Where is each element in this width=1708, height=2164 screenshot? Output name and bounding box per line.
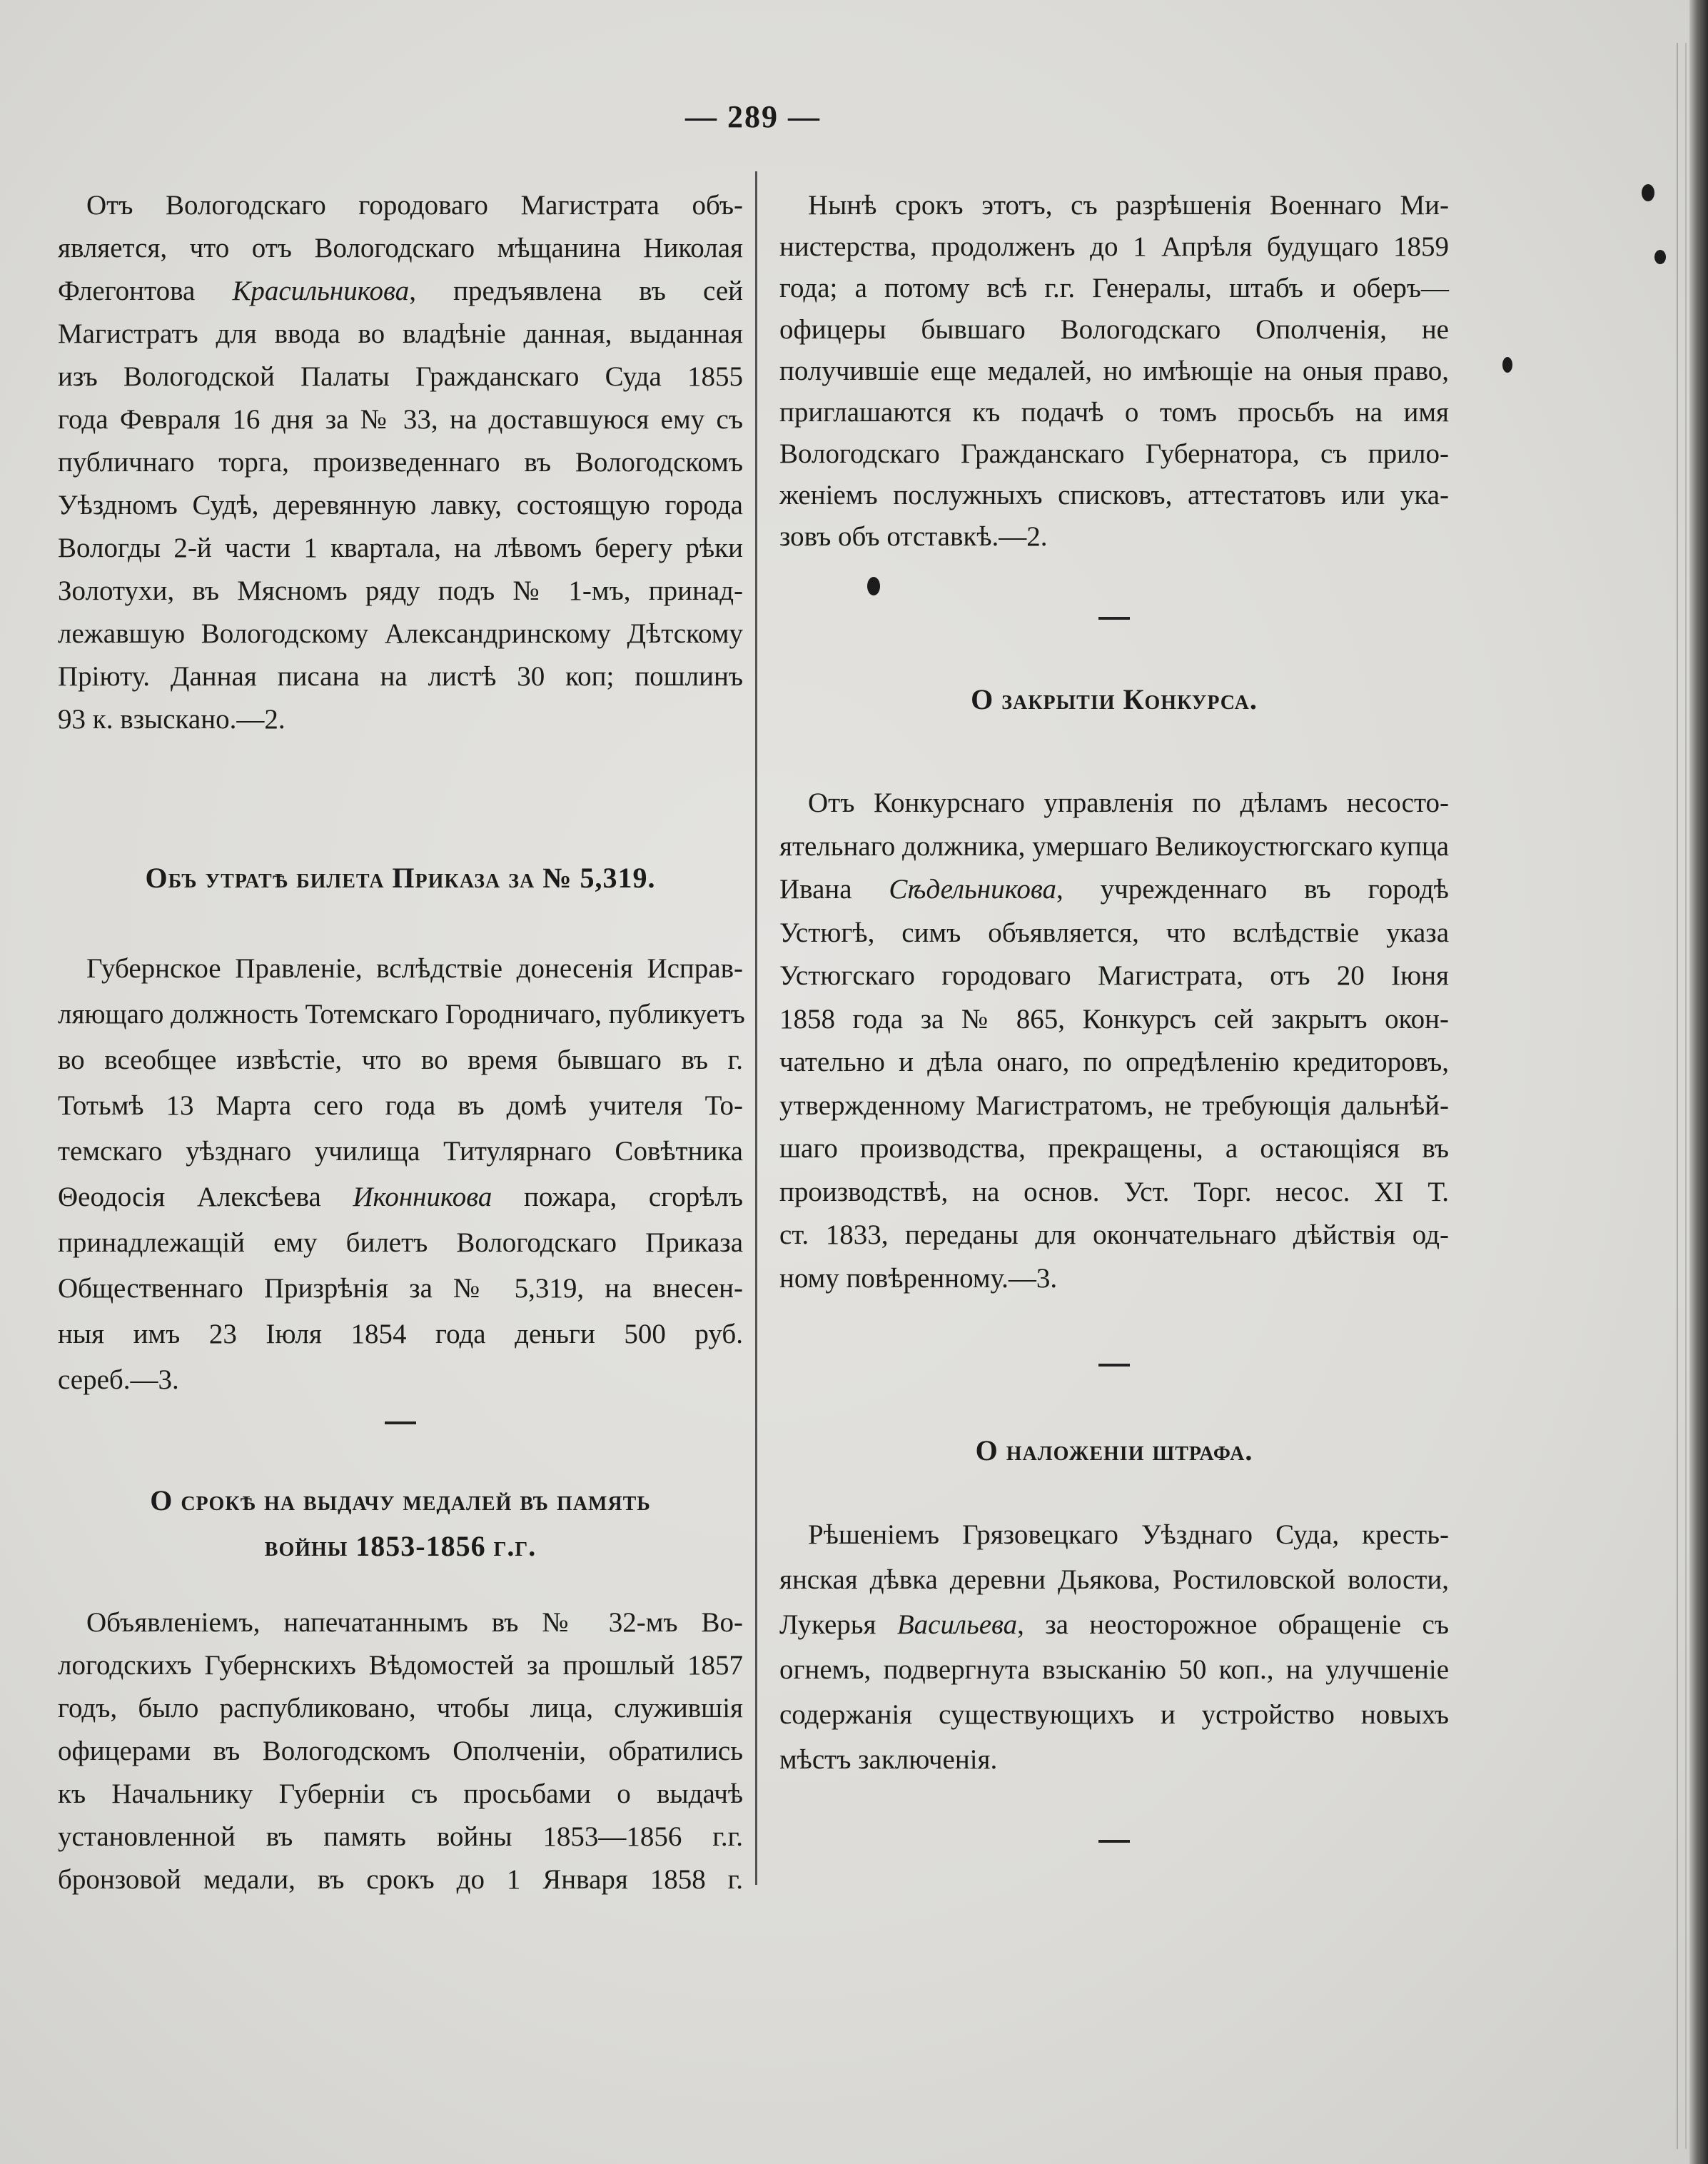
text-segment: Нынѣ срокъ этотъ, съ разрѣшенія Военнаго Ми- — [808, 190, 1449, 221]
text-segment: Отъ Конкурснаго управленія по дѣламъ несосто- — [808, 787, 1449, 818]
text-segment: нистерства, продолженъ до 1 Апрѣля будущаго 1859 — [779, 231, 1449, 262]
text-segment: производствѣ, на основ. Уст. Торг. несос. XI Т. — [779, 1176, 1449, 1207]
text-segment: публичнаго торга, произведеннаго въ Вологодскомъ — [58, 447, 743, 478]
text-line — [779, 1512, 1449, 1557]
text-segment: О наложеніи штрафа. — [975, 1434, 1253, 1466]
text-line — [58, 1037, 743, 1083]
text-line — [779, 1557, 1449, 1602]
text-line — [58, 570, 743, 613]
text-line — [779, 1171, 1449, 1214]
text-line — [779, 309, 1449, 351]
page-edge — [1689, 0, 1708, 2164]
text-segment: ст. 1833, переданы для окончательнаго дѣйствія од- — [779, 1219, 1449, 1250]
ink-spot — [867, 577, 880, 595]
text-line — [779, 1692, 1449, 1737]
paragraph — [779, 1512, 1449, 1782]
text-segment: ныя имъ 23 Іюля 1854 года деньги 500 руб. — [58, 1319, 743, 1349]
italic-name: Васильева — [896, 1609, 1018, 1640]
section-divider-rule — [1098, 1364, 1130, 1367]
paragraph — [58, 1601, 743, 1901]
text-line — [779, 868, 1449, 912]
text-line — [58, 356, 743, 398]
text-segment: Золотухи, въ Мясномъ ряду подъ № 1-мъ, принад- — [58, 575, 743, 606]
section-divider-rule — [385, 1421, 416, 1424]
text-segment: Отъ Вологодскаго городоваго Магистрата объ- — [86, 190, 743, 221]
text-segment: зовъ объ отставкѣ.—2. — [779, 521, 1048, 552]
text-segment: изъ Вологодской Палаты Гражданскаго Суда 1855 — [58, 361, 743, 392]
text-line — [779, 825, 1449, 869]
text-segment: получившіе еще медалей, но имѣющіе на оныя право, — [779, 356, 1449, 386]
text-segment: Ивана — [779, 874, 889, 905]
page-number: — 289 — — [685, 99, 821, 134]
text-line — [779, 782, 1449, 825]
text-segment: шаго производства, прекращены, а остающіяся въ — [779, 1133, 1449, 1164]
text-line — [58, 1478, 743, 1524]
italic-name: Сѣдельникова — [889, 874, 1057, 905]
text-line — [779, 226, 1449, 268]
paragraph — [779, 782, 1449, 1300]
page-stack-edge — [1677, 43, 1687, 2149]
section-divider-rule — [1098, 1840, 1130, 1843]
text-segment: Устюгѣ, симъ объявляется, что вслѣдствіе указа — [779, 917, 1449, 948]
text-segment: , за неосторожное обращеніе съ — [1017, 1609, 1449, 1640]
text-line — [58, 1601, 743, 1644]
text-line — [58, 527, 743, 570]
section-heading — [58, 1478, 743, 1569]
text-line — [779, 1214, 1449, 1257]
text-line — [58, 1524, 743, 1569]
text-segment: женіемъ послужныхъ списковъ, аттестатовъ или ука- — [779, 480, 1449, 510]
text-line — [58, 613, 743, 655]
text-segment: янская дѣвка деревни Дьякова, Ростиловской волости, — [779, 1564, 1449, 1595]
text-segment: О закрытіи Конкурса. — [971, 683, 1258, 715]
text-line — [779, 1127, 1449, 1171]
text-line — [58, 1083, 743, 1129]
text-line — [779, 1041, 1449, 1084]
text-line — [58, 270, 743, 313]
italic-name: Иконникова — [353, 1182, 492, 1212]
text-segment: Лукерья — [779, 1609, 897, 1640]
text-segment: ляющаго должность Тотемскаго Городничаго, публикуетъ — [58, 999, 745, 1030]
text-segment: принадлежащій ему билетъ Вологодскаго Приказа — [58, 1227, 743, 1258]
text-line — [58, 484, 743, 527]
text-segment: мѣстъ заключенія. — [779, 1744, 998, 1775]
text-line — [58, 1129, 743, 1174]
text-line — [779, 433, 1449, 475]
ink-spot — [1654, 250, 1666, 264]
text-line — [779, 998, 1449, 1042]
ink-spot — [1642, 184, 1654, 201]
text-segment: Вологодскаго Гражданскаго Губернатора, съ прило- — [779, 438, 1449, 469]
text-segment: войны 1853-1856 г.г. — [264, 1530, 537, 1562]
text-segment: , предъявлена въ сей — [409, 276, 743, 306]
text-segment: Объявленіемъ, напечатаннымъ въ № 32-мъ Во- — [86, 1607, 743, 1638]
text-segment: Уѣздномъ Судѣ, деревянную лавку, состоящую города — [58, 490, 743, 520]
text-line — [779, 955, 1449, 998]
text-line — [58, 1266, 743, 1312]
text-line — [58, 1687, 743, 1730]
text-segment: 93 к. взыскано.—2. — [58, 704, 285, 735]
text-line — [58, 1174, 743, 1220]
text-segment: Магистратъ для ввода во владѣніе данная, выданная — [58, 318, 743, 349]
text-line — [779, 185, 1449, 226]
text-line — [58, 857, 743, 900]
text-line — [779, 1647, 1449, 1692]
text-line — [58, 946, 743, 992]
text-segment: Вологды 2-й части 1 квартала, на лѣвомъ берегу рѣки — [58, 533, 743, 563]
text-line — [779, 516, 1449, 558]
italic-name: Красильникова — [232, 276, 410, 306]
text-segment: Общественнаго Призрѣнія за № 5,319, на внесен- — [58, 1273, 743, 1304]
text-segment: чательно и дѣла онаго, по опредѣленію кредиторовъ, — [779, 1047, 1449, 1077]
text-segment: сереб.—3. — [58, 1364, 179, 1395]
text-segment: Губернское Правленіе, вслѣдствіе донесенія Исправ- — [86, 953, 743, 984]
text-segment: логодскихъ Губернскихъ Вѣдомостей за прошлый 1857 — [58, 1650, 743, 1681]
text-segment: бронзовой медали, въ срокъ до 1 Января 1858 г. — [58, 1864, 743, 1895]
text-line — [58, 1312, 743, 1357]
text-line — [58, 1773, 743, 1816]
text-segment: приглашаются къ подачѣ о томъ просьбъ на имя — [779, 397, 1449, 428]
text-segment: къ Начальнику Губерніи съ просьбами о выдачѣ — [58, 1778, 743, 1809]
text-line — [779, 268, 1449, 309]
text-segment: утвержденному Магистратомъ, не требующія дальнѣй- — [779, 1089, 1449, 1121]
text-segment: офицеры бывшаго Вологодскаго Ополченія, не — [779, 314, 1449, 345]
text-segment: Объ утратѣ билета Приказа за № 5,319. — [145, 862, 656, 894]
ink-spot — [1502, 357, 1512, 373]
text-segment: Флегонтова — [58, 276, 233, 306]
text-segment: годъ, было распубликовано, чтобы лица, служившія — [58, 1693, 743, 1723]
text-segment: установленной въ память войны 1853—1856 г.г. — [58, 1821, 743, 1852]
text-line — [779, 475, 1449, 516]
text-segment: Тотьмѣ 13 Марта сего года въ домѣ учителя То- — [58, 1090, 743, 1121]
text-segment: Θеодосія Алексѣева — [58, 1182, 353, 1212]
text-line — [58, 698, 743, 741]
text-segment: ятельнаго должника, умершаго Великоустюгскаго купца — [779, 830, 1450, 862]
text-line — [58, 1730, 743, 1773]
text-segment: является, что отъ Вологодскаго мѣщанина Николая — [58, 233, 743, 263]
section-heading — [779, 678, 1449, 721]
column-divider — [755, 171, 757, 1885]
text-line — [58, 655, 743, 698]
paragraph — [58, 184, 743, 741]
text-segment: Рѣшеніемъ Грязовецкаго Уѣзднаго Суда, кресть- — [808, 1519, 1449, 1550]
text-segment: года Февраля 16 дня за № 33, на доставшуюся ему съ — [58, 404, 743, 435]
text-line — [58, 1220, 743, 1266]
text-segment: , учрежденнаго въ городѣ — [1056, 874, 1449, 905]
text-line — [779, 912, 1449, 955]
text-line — [779, 1084, 1449, 1128]
text-segment: содержанія существующихъ и устройство новыхъ — [779, 1699, 1449, 1730]
section-heading — [779, 1429, 1449, 1472]
text-line — [779, 1257, 1449, 1301]
text-line — [779, 1602, 1449, 1647]
text-line — [779, 678, 1449, 721]
text-line — [779, 1429, 1449, 1472]
text-line — [779, 392, 1449, 433]
text-line — [779, 1737, 1449, 1782]
text-segment: ному повѣренному.—3. — [779, 1262, 1058, 1294]
text-segment: 1858 года за № 865, Конкурсъ сей закрытъ окон- — [779, 1003, 1449, 1035]
text-segment: во всеобщее извѣстіе, что во время бывшаго въ г. — [58, 1045, 743, 1075]
paragraph — [779, 185, 1449, 558]
text-line — [58, 1858, 743, 1901]
text-line — [58, 227, 743, 270]
text-segment: пожара, сгорѣлъ — [492, 1182, 744, 1212]
text-line — [58, 441, 743, 484]
paragraph — [58, 946, 743, 1403]
text-line — [58, 398, 743, 441]
section-heading — [58, 857, 743, 900]
text-segment: лежавшую Вологодскому Александринскому Дѣтскому — [58, 618, 743, 649]
text-segment: офицерами въ Вологодскомъ Ополченіи, обратились — [58, 1736, 743, 1766]
text-line — [58, 1357, 743, 1403]
text-segment: года; а потому всѣ г.г. Генералы, штабъ и оберъ— — [779, 273, 1449, 303]
text-segment: Устюгскаго городоваго Магистрата, отъ 20 Іюня — [779, 960, 1449, 991]
text-segment: Пріюту. Данная писана на листѣ 30 коп; пошлинъ — [58, 661, 743, 692]
text-line — [58, 184, 743, 227]
text-line — [779, 351, 1449, 392]
text-line — [58, 1816, 743, 1858]
text-line — [58, 992, 743, 1037]
text-line — [58, 313, 743, 356]
text-segment: О срокѣ на выдачу медалей въ память — [150, 1484, 651, 1516]
section-divider-rule — [1098, 617, 1130, 620]
text-segment: огнемъ, подвергнута взысканію 50 коп., на улучшеніе — [779, 1654, 1449, 1685]
text-segment: темскаго уѣзднаго училища Титулярнаго Совѣтника — [58, 1136, 743, 1167]
text-line — [58, 1644, 743, 1687]
